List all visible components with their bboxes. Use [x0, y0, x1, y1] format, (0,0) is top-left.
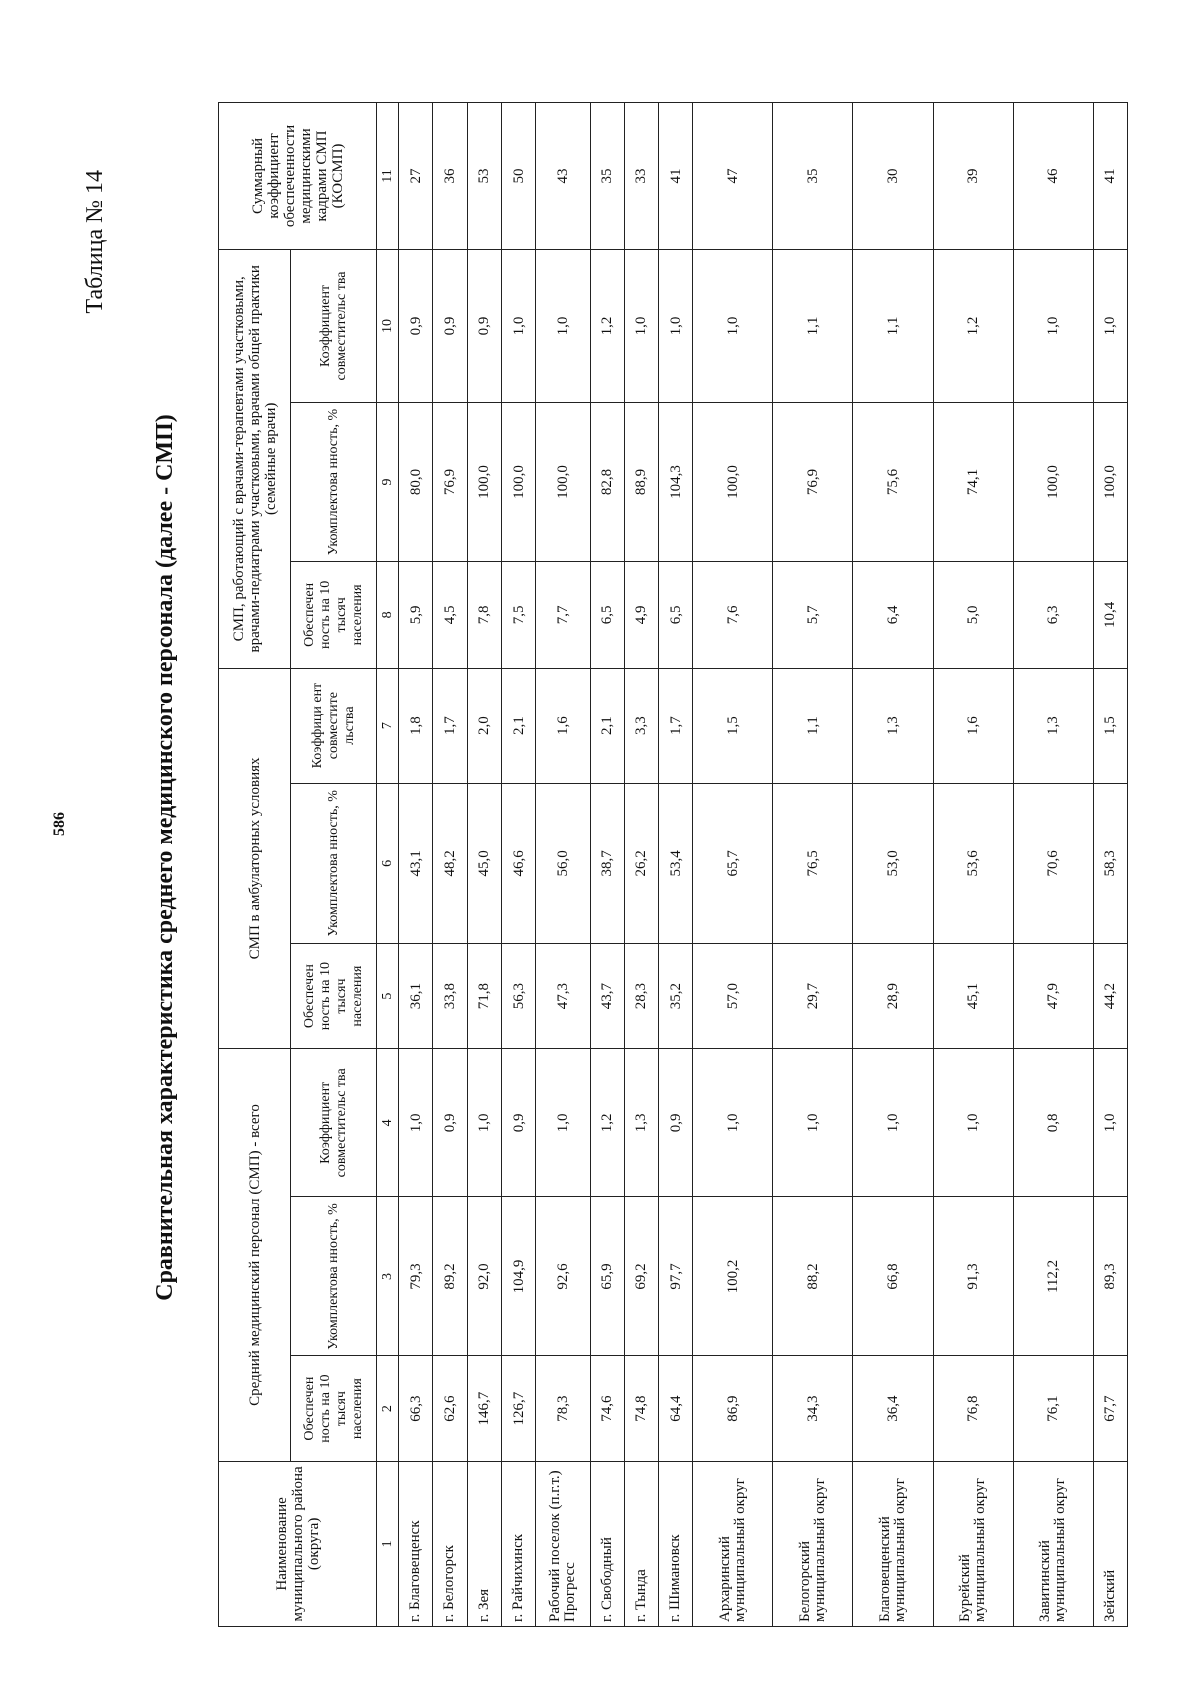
column-number: 5 [377, 943, 399, 1048]
rotated-page-content [82, 70, 1160, 1645]
column-number: 3 [377, 1197, 399, 1356]
row-name: г. Шимановск [659, 1461, 693, 1626]
row-value: 48,2 [433, 783, 467, 943]
row-value: 74,8 [624, 1356, 658, 1461]
row-value: 28,3 [624, 943, 658, 1048]
row-value: 76,9 [773, 402, 853, 561]
row-value: 0,9 [433, 249, 467, 402]
header-sub: Обеспечен ность на 10 тысяч населения [291, 562, 377, 668]
row-value: 0,8 [1013, 1049, 1093, 1197]
row-value: 1,0 [467, 1049, 501, 1197]
row-value: 2,0 [467, 668, 501, 783]
row-value: 74,6 [590, 1356, 624, 1461]
row-value: 57,0 [693, 943, 773, 1048]
row-value: 1,0 [933, 1049, 1013, 1197]
header-group-outpatient: СМП в амбулаторных условиях [219, 668, 291, 1049]
row-value: 43,1 [399, 783, 433, 943]
row-value: 92,0 [467, 1197, 501, 1356]
row-value: 1,5 [1093, 668, 1127, 783]
row-value: 7,7 [536, 562, 590, 668]
row-value: 70,6 [1013, 783, 1093, 943]
row-value: 78,3 [536, 1356, 590, 1461]
table-row [773, 103, 853, 1627]
page-number: 586 [51, 812, 68, 836]
row-value: 1,0 [1093, 249, 1127, 402]
row-value: 0,9 [467, 249, 501, 402]
row-value: 7,8 [467, 562, 501, 668]
header-sub: Укомплектова нность, % [291, 402, 377, 561]
row-value: 104,9 [501, 1197, 535, 1356]
row-value: 100,0 [536, 402, 590, 561]
row-name: Благовещенский муниципальный округ [853, 1461, 933, 1626]
header-kosmp: Суммарный коэффициент обеспеченности медицинскими кадрами СМП (КОСМП) [219, 103, 377, 250]
header-sub: Укомплектова нность, % [291, 783, 377, 943]
row-value: 1,1 [773, 668, 853, 783]
row-value: 62,6 [433, 1356, 467, 1461]
row-name: г. Зея [467, 1461, 501, 1626]
column-number: 11 [377, 103, 399, 250]
row-value: 86,9 [693, 1356, 773, 1461]
row-value: 7,5 [501, 562, 535, 668]
row-value: 1,2 [933, 249, 1013, 402]
row-value: 100,0 [693, 402, 773, 561]
table-row [590, 103, 624, 1627]
header-sub: Коэффици ент совместите льства [291, 668, 377, 783]
row-name: Белогорский муниципальный округ [773, 1461, 853, 1626]
row-value: 2,1 [501, 668, 535, 783]
row-value: 4,5 [433, 562, 467, 668]
staffing-table [218, 102, 1128, 1627]
row-value: 1,0 [399, 1049, 433, 1197]
row-value: 33 [624, 103, 658, 250]
row-value: 1,0 [693, 1049, 773, 1197]
column-number: 6 [377, 783, 399, 943]
row-value: 36 [433, 103, 467, 250]
row-value: 45,0 [467, 783, 501, 943]
column-number: 10 [377, 249, 399, 402]
row-value: 53 [467, 103, 501, 250]
row-value: 6,3 [1013, 562, 1093, 668]
row-value: 1,0 [1013, 249, 1093, 402]
row-value: 100,0 [501, 402, 535, 561]
table-row [536, 103, 590, 1627]
row-value: 56,3 [501, 943, 535, 1048]
row-value: 7,6 [693, 562, 773, 668]
header-row-groups [219, 103, 291, 1627]
table-row [933, 103, 1013, 1627]
row-value: 67,7 [1093, 1356, 1127, 1461]
row-value: 1,2 [590, 1049, 624, 1197]
header-group-total: Средний медицинский персонал (СМП) - всего [219, 1049, 291, 1462]
row-value: 53,6 [933, 783, 1013, 943]
row-value: 100,0 [1013, 402, 1093, 561]
header-sub: Коэффициент совместительс тва [291, 1049, 377, 1197]
row-value: 46,6 [501, 783, 535, 943]
row-value: 71,8 [467, 943, 501, 1048]
row-value: 41 [659, 103, 693, 250]
row-value: 1,0 [853, 1049, 933, 1197]
column-number: 1 [377, 1461, 399, 1626]
row-value: 1,8 [399, 668, 433, 783]
row-value: 33,8 [433, 943, 467, 1048]
row-value: 64,4 [659, 1356, 693, 1461]
column-number: 8 [377, 562, 399, 668]
row-value: 126,7 [501, 1356, 535, 1461]
row-value: 6,5 [590, 562, 624, 668]
row-value: 82,8 [590, 402, 624, 561]
row-value: 47 [693, 103, 773, 250]
row-value: 1,5 [693, 668, 773, 783]
row-value: 88,2 [773, 1197, 853, 1356]
row-value: 76,8 [933, 1356, 1013, 1461]
row-name: Завитинский муниципальный округ [1013, 1461, 1093, 1626]
row-value: 1,1 [853, 249, 933, 402]
column-number: 4 [377, 1049, 399, 1197]
row-value: 44,2 [1093, 943, 1127, 1048]
row-value: 35,2 [659, 943, 693, 1048]
row-value: 35 [590, 103, 624, 250]
row-value: 66,3 [399, 1356, 433, 1461]
row-value: 1,7 [433, 668, 467, 783]
row-value: 1,6 [933, 668, 1013, 783]
table-row [501, 103, 535, 1627]
row-value: 58,3 [1093, 783, 1127, 943]
row-value: 34,3 [773, 1356, 853, 1461]
row-value: 1,0 [773, 1049, 853, 1197]
row-value: 36,1 [399, 943, 433, 1048]
row-name: г. Райчихинск [501, 1461, 535, 1626]
row-value: 0,9 [659, 1049, 693, 1197]
row-value: 4,9 [624, 562, 658, 668]
row-value: 69,2 [624, 1197, 658, 1356]
row-name: Рабочий поселок (п.г.т.) Прогресс [536, 1461, 590, 1626]
row-value: 38,7 [590, 783, 624, 943]
table-body [399, 103, 1128, 1627]
table-row [624, 103, 658, 1627]
row-value: 0,9 [433, 1049, 467, 1197]
row-value: 1,0 [1093, 1049, 1127, 1197]
row-value: 47,3 [536, 943, 590, 1048]
row-value: 43,7 [590, 943, 624, 1048]
row-value: 65,7 [693, 783, 773, 943]
table-row [467, 103, 501, 1627]
header-name: Наименование муниципального района (округа) [219, 1461, 377, 1626]
row-value: 46 [1013, 103, 1093, 250]
row-value: 50 [501, 103, 535, 250]
row-value: 100,0 [467, 402, 501, 561]
row-value: 0,9 [399, 249, 433, 402]
row-value: 1,0 [624, 249, 658, 402]
table-row [1013, 103, 1093, 1627]
row-value: 89,3 [1093, 1197, 1127, 1356]
header-sub: Укомплектова нность, % [291, 1197, 377, 1356]
table-title: Сравнительная характеристика среднего медицинского персонала (далее - СМП) [152, 414, 178, 1301]
row-value: 6,5 [659, 562, 693, 668]
row-name: г. Тында [624, 1461, 658, 1626]
row-value: 47,9 [1013, 943, 1093, 1048]
row-value: 97,7 [659, 1197, 693, 1356]
table-row [433, 103, 467, 1627]
table-row [693, 103, 773, 1627]
row-value: 89,2 [433, 1197, 467, 1356]
row-value: 35 [773, 103, 853, 250]
row-value: 80,0 [399, 402, 433, 561]
row-value: 41 [1093, 103, 1127, 250]
header-row-subcolumns [291, 103, 377, 1627]
column-number-row [377, 103, 399, 1627]
row-value: 53,4 [659, 783, 693, 943]
row-value: 1,0 [536, 249, 590, 402]
row-value: 88,9 [624, 402, 658, 561]
row-value: 27 [399, 103, 433, 250]
row-name: г. Благовещенск [399, 1461, 433, 1626]
row-value: 1,6 [536, 668, 590, 783]
row-value: 45,1 [933, 943, 1013, 1048]
table-row [853, 103, 933, 1627]
row-value: 75,6 [853, 402, 933, 561]
row-value: 92,6 [536, 1197, 590, 1356]
table-row [1093, 103, 1127, 1627]
header-sub: Коэффициент совместительс тва [291, 249, 377, 402]
row-value: 5,0 [933, 562, 1013, 668]
row-name: Зейский [1093, 1461, 1127, 1626]
row-value: 30 [853, 103, 933, 250]
row-value: 100,2 [693, 1197, 773, 1356]
row-value: 74,1 [933, 402, 1013, 561]
row-value: 53,0 [853, 783, 933, 943]
header-sub: Обеспечен ность на 10 тысяч населения [291, 1356, 377, 1461]
row-value: 10,4 [1093, 562, 1127, 668]
row-value: 43 [536, 103, 590, 250]
row-value: 5,9 [399, 562, 433, 668]
row-value: 65,9 [590, 1197, 624, 1356]
row-value: 104,3 [659, 402, 693, 561]
row-name: Архаринский муниципальный округ [693, 1461, 773, 1626]
row-value: 79,3 [399, 1197, 433, 1356]
row-name: Бурейский муниципальный округ [933, 1461, 1013, 1626]
table-row [399, 103, 433, 1627]
column-number: 2 [377, 1356, 399, 1461]
row-value: 1,7 [659, 668, 693, 783]
row-name: г. Белогорск [433, 1461, 467, 1626]
row-value: 112,2 [1013, 1197, 1093, 1356]
row-value: 66,8 [853, 1197, 933, 1356]
header-sub: Обеспечен ность на 10 тысяч населения [291, 943, 377, 1048]
row-value: 76,5 [773, 783, 853, 943]
row-value: 1,0 [536, 1049, 590, 1197]
row-name: г. Свободный [590, 1461, 624, 1626]
row-value: 76,9 [433, 402, 467, 561]
row-value: 1,3 [1013, 668, 1093, 783]
row-value: 91,3 [933, 1197, 1013, 1356]
row-value: 0,9 [501, 1049, 535, 1197]
row-value: 26,2 [624, 783, 658, 943]
row-value: 2,1 [590, 668, 624, 783]
table-number: Таблица № 14 [82, 170, 108, 314]
column-number: 9 [377, 402, 399, 561]
row-value: 1,3 [853, 668, 933, 783]
row-value: 28,9 [853, 943, 933, 1048]
row-value: 146,7 [467, 1356, 501, 1461]
row-value: 1,0 [659, 249, 693, 402]
row-value: 100,0 [1093, 402, 1127, 561]
row-value: 1,1 [773, 249, 853, 402]
row-value: 1,3 [624, 1049, 658, 1197]
row-value: 1,0 [693, 249, 773, 402]
row-value: 5,7 [773, 562, 853, 668]
column-number: 7 [377, 668, 399, 783]
row-value: 29,7 [773, 943, 853, 1048]
row-value: 3,3 [624, 668, 658, 783]
header-group-family-doctors: СМП, работающий с врачами-терапевтами участковыми, врачами-педиатрами участковыми, врачами общей практики (семейные врачи) [219, 249, 291, 668]
row-value: 6,4 [853, 562, 933, 668]
row-value: 1,2 [590, 249, 624, 402]
table-row [659, 103, 693, 1627]
row-value: 1,0 [501, 249, 535, 402]
row-value: 76,1 [1013, 1356, 1093, 1461]
row-value: 39 [933, 103, 1013, 250]
row-value: 56,0 [536, 783, 590, 943]
row-value: 36,4 [853, 1356, 933, 1461]
